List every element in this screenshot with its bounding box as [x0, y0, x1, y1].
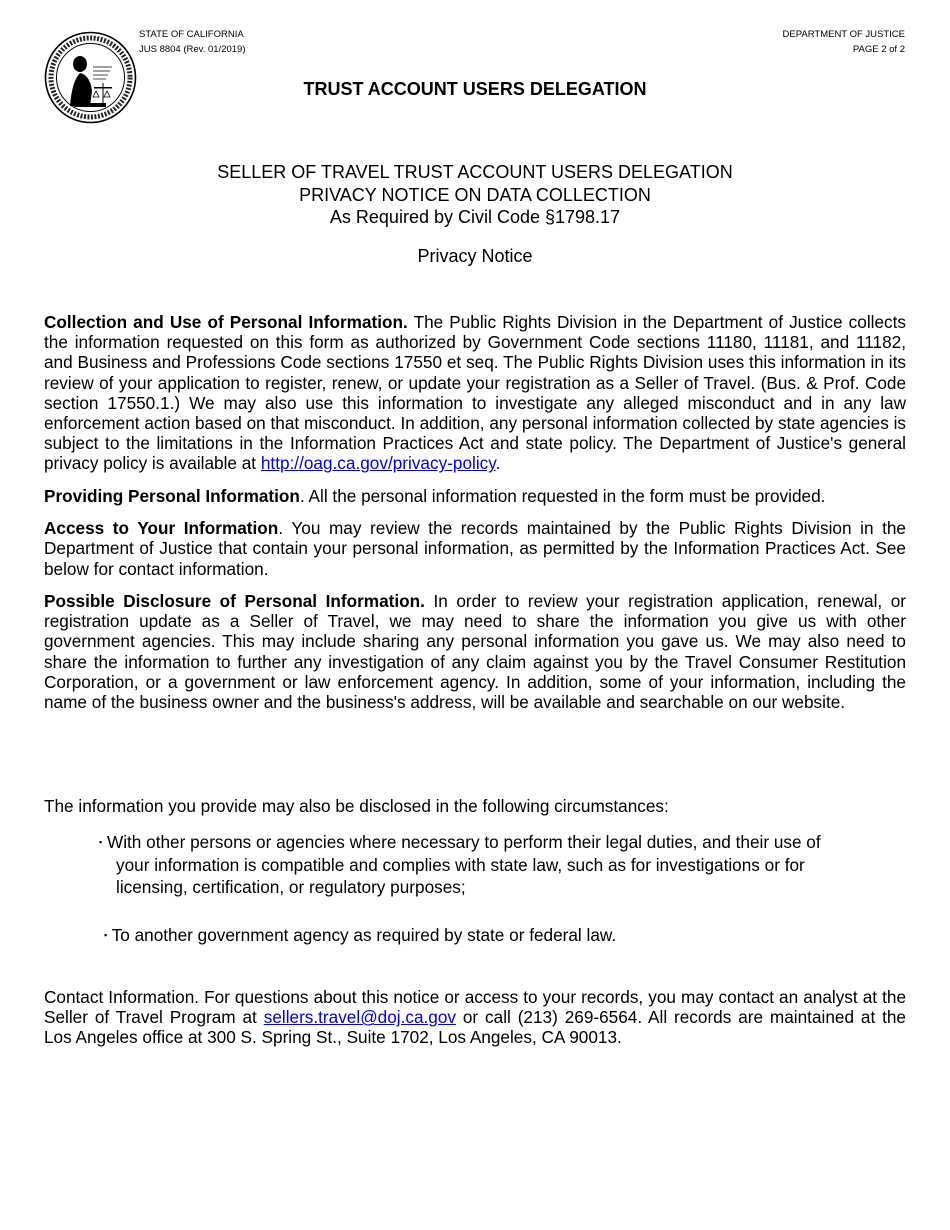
contact-email-link[interactable]: sellers.travel@doj.ca.gov: [263, 1007, 456, 1028]
section-heading: Access to Your Information: [44, 518, 279, 539]
section-access: [44, 518, 906, 579]
notice-body: [44, 312, 906, 724]
section-heading: Collection and Use of Personal Information.: [44, 312, 408, 332]
form-title: TRUST ACCOUNT USERS DELEGATION: [303, 79, 647, 99]
privacy-policy-link[interactable]: http://oag.ca.gov/privacy-policy: [260, 453, 496, 474]
list-item: ▪ To another government agency as required by state or federal law.: [104, 925, 617, 945]
form-number: JUS 8804 (Rev. 01/2019): [139, 44, 246, 55]
notice-title-3: As Required by Civil Code §1798.17: [329, 207, 621, 227]
department-of-justice-seal: [44, 31, 137, 124]
section-text: In order to review your registration application, renewal, or registration update as a Seller of Travel, we may need to share the information you give us with other government agencies. This may include sharing any personal information you gave us. We may also need to share the information to further any investigation of any claim against you by the Travel Consumer Restitution Corporation, or a government or law enforcement agency. In addition, some of your information, including the name of the business owner and the business's address, will be available and searchable on our website.: [44, 591, 907, 713]
contact-information: Contact Information. For questions about this notice or access to your records, you may contact an analyst at the Seller of Travel Program at sellers.travel@doj.ca.gov or call (213) 269-6564. All records are maintained at the Los Angeles office at 300 S. Spring St., Suite 1702, Los Angeles, CA 90013.: [44, 987, 906, 1048]
section-collection: Collection and Use of Personal Information. The Public Rights Division in the Department of Justice collects the information requested on this form as authorized by Government Code sections 11180, 11181, and 11182, and Business and Professions Code sections 17550 et seq. The Public Rights Division uses this information in its review of your application to register, renew, or update your registration as a Seller of Travel. (Bus. & Prof. Code section 17550.1.) We may also use this information to investigate any alleged misconduct and in any law enforcement action based on that misconduct. In addition, any personal information collected by state agencies is subject to the limitations in the Information Practices Act and state policy. The Department of Justice's general privacy policy is available at http://oag.ca.gov/privacy-policy.: [44, 312, 906, 474]
header-right: [783, 27, 905, 57]
section-text: The Public Rights Division in the Department of Justice collects the information requested on this form as authorized by Government Code sections 11180, 11181, and 11182, and Business and Professions Code sections 17550 et seq. The Public Rights Division uses this information in its review of your application to register, renew, or update your registration as a Seller of Travel. (Bus. & Prof. Code section 17550.1.) We may also use this information to investigate any alleged misconduct and in any law enforcement action based on that misconduct. In addition, any personal information collected by state agencies is subject to the limitations in the Information Practices Act and state policy. The Department of Justice's general privacy policy is available at: [44, 312, 906, 474]
notice-title-2: PRIVACY NOTICE ON DATA COLLECTION: [299, 184, 651, 205]
privacy-notice-heading: Privacy Notice: [417, 246, 533, 266]
notice-titles: [0, 161, 950, 229]
notice-title-1: SELLER OF TRAVEL TRUST ACCOUNT USERS DELEGATION: [217, 162, 733, 182]
page-number: PAGE 2 of 2: [852, 44, 905, 55]
bullet-icon: ▪: [104, 930, 108, 940]
circumstances-intro: The information you provide may also be disclosed in the following circumstances:: [44, 796, 669, 816]
department-label: DEPARTMENT OF JUSTICE: [782, 29, 905, 40]
section-providing: [44, 486, 906, 506]
list-item: ▪ With other persons or agencies where necessary to perform their legal duties, and their use of your information is compatible and complies with state law, such as for investigations or for licensing, certification, or regulatory purposes;: [99, 832, 821, 897]
section-heading: Possible Disclosure of Personal Information.: [44, 591, 425, 611]
section-heading: Providing Personal Information: [44, 485, 300, 506]
section-text: . You may review the records maintained by the Public Rights Division in the Department of Justice that contain your personal information, as permitted by the Information Practices Act. See below for contact information.: [44, 518, 906, 579]
header-left: [139, 27, 246, 57]
section-disclosure: [44, 591, 906, 712]
section-text: . All the personal information requested in the form must be provided.: [299, 485, 826, 506]
bullet-icon: ▪: [99, 837, 103, 847]
state-label: STATE OF CALIFORNIA: [139, 29, 244, 40]
